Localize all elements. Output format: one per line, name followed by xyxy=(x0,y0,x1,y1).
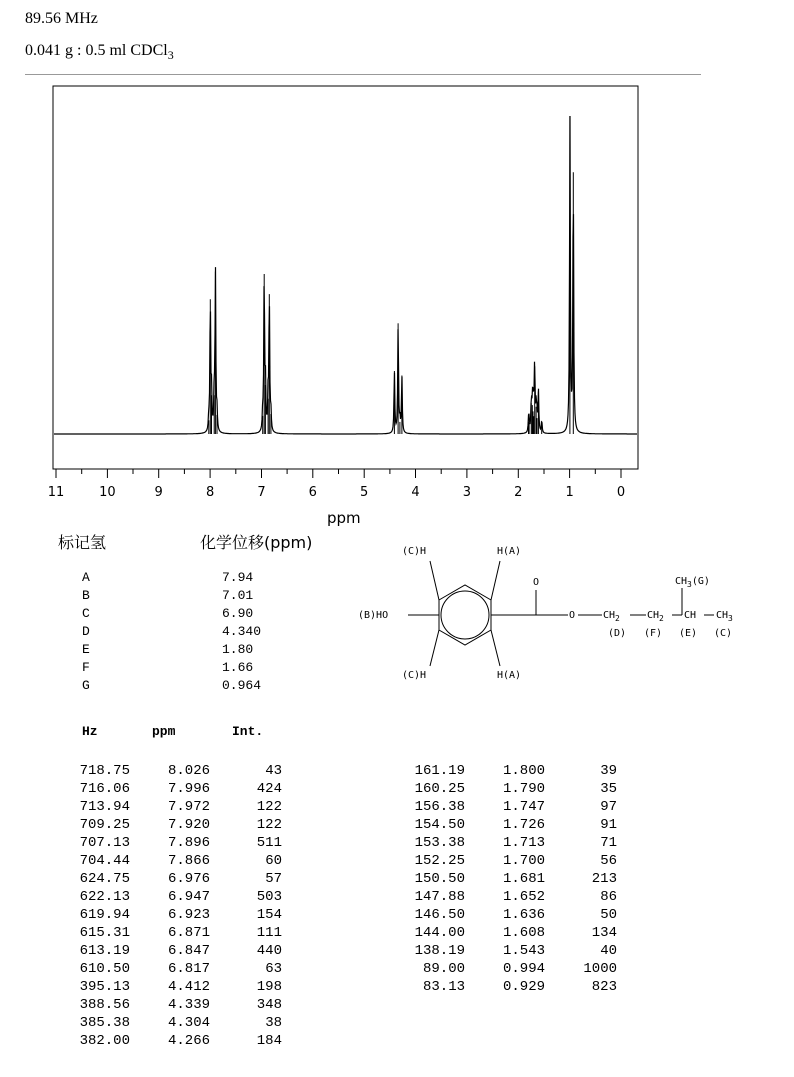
peak-hz: 146.50 xyxy=(414,907,465,923)
x-tick-label: 10 xyxy=(99,485,116,500)
peak-hz: 154.50 xyxy=(414,817,465,833)
peak-int: 43 xyxy=(265,763,282,779)
peak-row xyxy=(405,762,620,780)
peak-row xyxy=(405,780,620,798)
peak-int: 823 xyxy=(591,979,617,995)
peak-hz: 704.44 xyxy=(79,853,130,869)
peak-row xyxy=(70,780,285,798)
peak-hz: 138.19 xyxy=(414,943,465,959)
peak-header-int: Int. xyxy=(232,724,264,739)
peak-ppm: 7.972 xyxy=(167,799,210,815)
peak-int: 440 xyxy=(256,943,282,959)
peak-ppm: 0.929 xyxy=(502,979,545,995)
peak-row xyxy=(405,978,620,996)
peak-row xyxy=(70,834,285,852)
peak-row xyxy=(70,870,285,888)
peak-hz: 615.31 xyxy=(79,925,130,941)
peak-ppm: 1.747 xyxy=(502,799,545,815)
label-ch3-top xyxy=(675,576,710,589)
peak-row xyxy=(405,852,620,870)
peak-row xyxy=(70,924,285,942)
assignment-label: B xyxy=(82,588,90,603)
peak-hz: 385.38 xyxy=(79,1015,130,1031)
x-tick-label: 6 xyxy=(308,485,317,500)
peak-int: 97 xyxy=(600,799,617,815)
peak-int: 122 xyxy=(256,799,282,815)
peak-ppm: 6.871 xyxy=(167,925,210,941)
peak-hz: 150.50 xyxy=(414,871,465,887)
peak-int: 57 xyxy=(265,871,282,887)
peak-ppm: 4.339 xyxy=(167,997,210,1013)
spectrum-trace xyxy=(54,116,637,434)
peak-row xyxy=(405,816,620,834)
bond-top-left xyxy=(430,561,439,600)
peak-row xyxy=(405,798,620,816)
peak-int: 184 xyxy=(256,1033,282,1049)
peak-int: 198 xyxy=(256,979,282,995)
peak-ppm: 1.543 xyxy=(502,943,545,959)
label-ch-bottom: (C)H xyxy=(402,670,427,681)
peak-row xyxy=(70,1014,285,1032)
bond-top-right xyxy=(491,561,500,600)
peak-hz: 716.06 xyxy=(79,781,130,797)
peak-ppm: 7.996 xyxy=(167,781,210,797)
x-tick-label: 3 xyxy=(462,485,472,500)
peak-hz: 610.50 xyxy=(79,961,130,977)
peak-int: 71 xyxy=(600,835,617,851)
concentration-text: 0.041 g : 0.5 ml CDCl xyxy=(25,42,168,59)
peak-int: 86 xyxy=(600,889,617,905)
peak-int: 50 xyxy=(600,907,617,923)
label-ch2-first xyxy=(603,610,620,623)
assignment-shift: 7.01 xyxy=(222,588,254,603)
ch2-first-text: CH xyxy=(603,610,616,621)
peak-row xyxy=(405,888,620,906)
x-axis-label: ppm xyxy=(327,509,361,527)
ch2-second-sub: 2 xyxy=(659,614,664,623)
x-tick-label: 0 xyxy=(616,485,626,500)
peak-row xyxy=(70,996,285,1014)
peak-int: 40 xyxy=(600,943,617,959)
peak-header-ppm: ppm xyxy=(152,724,176,739)
x-tick-label: 5 xyxy=(360,485,369,500)
x-tick-label: 1 xyxy=(565,485,574,500)
peak-table-right xyxy=(405,762,620,996)
ch2-first-sub: 2 xyxy=(615,614,620,623)
x-tick-label: 7 xyxy=(257,485,266,500)
peak-int: 60 xyxy=(265,853,282,869)
peak-ppm: 1.700 xyxy=(502,853,545,869)
peak-hz: 382.00 xyxy=(79,1033,130,1049)
peak-ppm: 7.920 xyxy=(167,817,210,833)
bond-bottom-left xyxy=(430,630,439,666)
peak-ppm: 1.713 xyxy=(502,835,545,851)
peak-ppm: 1.800 xyxy=(502,763,545,779)
peak-ppm: 8.026 xyxy=(167,763,210,779)
label-ha-bottom: H(A) xyxy=(497,670,522,681)
ch3-end-text: CH xyxy=(716,610,729,621)
peak-hz: 619.94 xyxy=(79,907,130,923)
aromatic-circle xyxy=(441,591,489,639)
peak-table-left xyxy=(70,762,285,1050)
peak-int: 35 xyxy=(600,781,617,797)
peak-int: 213 xyxy=(591,871,617,887)
peak-hz: 152.25 xyxy=(414,853,465,869)
x-axis-tick-labels xyxy=(48,485,625,500)
peak-int: 39 xyxy=(600,763,617,779)
ch3-top-label: (G) xyxy=(691,576,710,587)
peak-int: 511 xyxy=(256,835,282,851)
label-carbonyl-o: O xyxy=(533,577,540,588)
peak-int: 111 xyxy=(256,925,282,941)
assignment-shift: 0.964 xyxy=(222,678,262,693)
label-ch3-end xyxy=(716,610,733,623)
peak-row xyxy=(405,960,620,978)
peak-ppm: 4.304 xyxy=(167,1015,210,1031)
molecule-structure xyxy=(350,538,770,688)
label-ch-top: (C)H xyxy=(402,546,427,557)
x-tick-label: 11 xyxy=(47,485,65,500)
peak-ppm: 1.636 xyxy=(502,907,545,923)
ch2-second-text: CH xyxy=(647,610,660,621)
ch3-top-text: CH xyxy=(675,576,688,587)
peak-ppm: 7.896 xyxy=(167,835,210,851)
peak-int: 154 xyxy=(256,907,282,923)
x-tick-label: 9 xyxy=(154,485,163,500)
assignment-label: G xyxy=(82,678,90,693)
peak-ppm: 6.923 xyxy=(167,907,210,923)
peak-hz: 83.13 xyxy=(422,979,465,995)
peak-int: 91 xyxy=(600,817,617,833)
peak-ppm: 4.412 xyxy=(167,979,210,995)
peak-ppm: 6.947 xyxy=(167,889,210,905)
assignment-shift: 1.80 xyxy=(222,642,254,657)
concentration-subscript: 3 xyxy=(167,48,174,63)
peak-row xyxy=(70,762,285,780)
peak-hz: 622.13 xyxy=(79,889,130,905)
assignment-header-shift: 化学位移(ppm) xyxy=(200,533,313,552)
assignment-label: D xyxy=(82,624,90,639)
peak-hz: 144.00 xyxy=(414,925,465,941)
assignment-header-label: 标记氢 xyxy=(58,533,107,552)
x-tick-label: 2 xyxy=(514,485,523,500)
peak-ppm: 1.681 xyxy=(502,871,545,887)
assignment-shift: 7.94 xyxy=(222,570,254,585)
peak-hz: 613.19 xyxy=(79,943,130,959)
peak-hz: 624.75 xyxy=(79,871,130,887)
peak-hz: 709.25 xyxy=(79,817,130,833)
peak-hz: 388.56 xyxy=(79,997,130,1013)
peak-int: 503 xyxy=(256,889,282,905)
peak-ppm: 0.994 xyxy=(502,961,545,977)
peak-ppm: 6.976 xyxy=(167,871,210,887)
peak-row xyxy=(405,834,620,852)
peak-row xyxy=(70,960,285,978)
peak-hz: 153.38 xyxy=(414,835,465,851)
peak-hz: 147.88 xyxy=(414,889,465,905)
assignment-label: C xyxy=(82,606,90,621)
peak-row xyxy=(405,870,620,888)
label-ch2-second xyxy=(647,610,664,623)
peak-row xyxy=(70,1032,285,1050)
label-ch: CH xyxy=(684,610,697,621)
peak-hz: 89.00 xyxy=(422,961,465,977)
peak-hz: 156.38 xyxy=(414,799,465,815)
peak-ppm: 6.817 xyxy=(167,961,210,977)
peak-row xyxy=(70,942,285,960)
peak-int: 56 xyxy=(600,853,617,869)
ch3-top-sub: 3 xyxy=(687,580,692,589)
peak-row xyxy=(70,906,285,924)
x-tick-label: 4 xyxy=(411,485,420,500)
peak-ppm: 4.266 xyxy=(167,1033,210,1049)
peak-row xyxy=(70,798,285,816)
peak-row xyxy=(70,816,285,834)
bond-bottom-right xyxy=(491,630,500,666)
label-oh: (B)HO xyxy=(358,610,389,621)
assignment-label: A xyxy=(82,570,90,585)
peak-row xyxy=(70,978,285,996)
assignment-shift: 1.66 xyxy=(222,660,254,675)
peak-hz: 160.25 xyxy=(414,781,465,797)
label-c: (C) xyxy=(714,628,733,639)
peak-int: 38 xyxy=(265,1015,282,1031)
assignment-shift: 4.340 xyxy=(222,624,262,639)
peak-int: 134 xyxy=(591,925,617,941)
spectrometer-frequency: 89.56 MHz xyxy=(25,10,98,27)
peak-row xyxy=(70,852,285,870)
label-ha-top: H(A) xyxy=(497,546,522,557)
peak-hz: 395.13 xyxy=(79,979,130,995)
peak-int: 348 xyxy=(256,997,282,1013)
peak-ppm: 7.866 xyxy=(167,853,210,869)
peak-row xyxy=(405,942,620,960)
assignment-label: E xyxy=(82,642,90,657)
peak-ppm: 1.726 xyxy=(502,817,545,833)
peak-int: 63 xyxy=(265,961,282,977)
x-axis-ticks xyxy=(56,469,621,478)
ch3-end-sub: 3 xyxy=(728,614,733,623)
peak-ppm: 6.847 xyxy=(167,943,210,959)
peak-int: 1000 xyxy=(583,961,617,977)
benzene-ring xyxy=(439,585,491,645)
peak-ppm: 1.652 xyxy=(502,889,545,905)
peak-row xyxy=(70,888,285,906)
peak-hz: 161.19 xyxy=(414,763,465,779)
x-tick-label: 8 xyxy=(205,485,215,500)
peak-header-hz: Hz xyxy=(82,724,98,739)
peak-hz: 718.75 xyxy=(79,763,130,779)
label-d: (D) xyxy=(608,628,627,639)
peak-row xyxy=(405,906,620,924)
label-f: (F) xyxy=(644,628,663,639)
peak-ppm: 1.608 xyxy=(502,925,545,941)
label-ester-o: O xyxy=(569,610,576,621)
peak-hz: 707.13 xyxy=(79,835,130,851)
peak-hz: 713.94 xyxy=(79,799,130,815)
label-e: (E) xyxy=(679,628,698,639)
peak-row xyxy=(405,924,620,942)
assignment-shift: 6.90 xyxy=(222,606,254,621)
peak-int: 424 xyxy=(256,781,282,797)
assignment-label: F xyxy=(82,660,90,675)
plot-frame xyxy=(53,86,638,469)
peak-ppm: 1.790 xyxy=(502,781,545,797)
peak-int: 122 xyxy=(256,817,282,833)
